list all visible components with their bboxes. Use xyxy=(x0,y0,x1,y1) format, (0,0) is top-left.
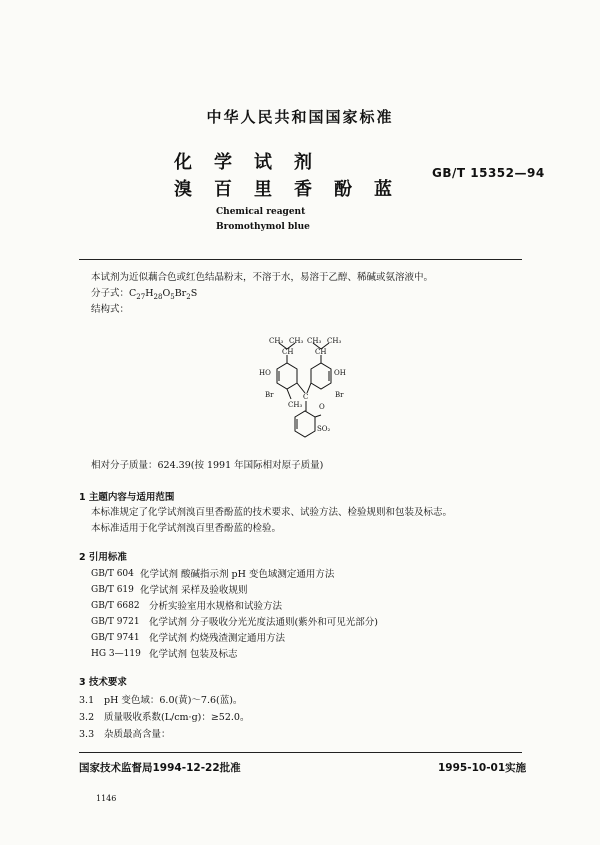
standard-code: GB/T 15352—94 xyxy=(432,166,545,180)
ref-text: 化学试剂 包装及标志 xyxy=(149,649,238,660)
title-cn-line2: 溴百里香酚蓝 xyxy=(174,179,414,200)
section-3-title: 3 技术要求 xyxy=(79,677,127,688)
br-label-1: Br xyxy=(265,391,274,399)
ref-code: GB/T 9721 xyxy=(91,617,140,627)
standard-header: 中华人民共和国国家标准 xyxy=(206,108,394,126)
ch3-label-1: CH₃ xyxy=(269,337,284,345)
ch3-label-3: CH₃ xyxy=(307,337,322,345)
item-text: 杂质最高含量： xyxy=(104,729,171,740)
footer-rule xyxy=(79,752,522,753)
ch3-label-4: CH₃ xyxy=(327,337,342,345)
page-number: 1146 xyxy=(96,794,117,803)
section-2-title: 2 引用标准 xyxy=(79,552,127,563)
ref-text: 分析实验室用水规格和试验方法 xyxy=(149,601,283,612)
ch-label-1: CH xyxy=(282,348,294,356)
br-label-2: Br xyxy=(335,391,344,399)
ref-text: 化学试剂 分子吸收分光光度法通则(紫外和可见光部分) xyxy=(149,617,378,628)
item-text: pH 变色域：6.0(黄)～7.6(蓝)。 xyxy=(104,695,243,706)
implementation-text: 1995-10-01实施 xyxy=(438,762,527,774)
so2-label: SO₂ xyxy=(317,425,331,433)
item-text: 质量吸收系数(L/cm·g)：≥52.0。 xyxy=(104,712,250,723)
item-number: 3.2 xyxy=(79,712,95,723)
structure-label: 结构式： xyxy=(91,304,130,315)
description-text: 本试剂为近似藕合色或红色结晶粉末，不溶于水，易溶于乙醇、稀碱或氨溶液中。 xyxy=(91,272,434,283)
title-en-line2: Bromothymol blue xyxy=(216,222,310,232)
oh-label: OH xyxy=(334,369,346,377)
ref-text: 化学试剂 灼烧残渣测定通用方法 xyxy=(149,633,286,644)
ref-code: GB/T 9741 xyxy=(91,633,140,643)
top-rule xyxy=(79,259,522,260)
ref-code: GB/T 604 xyxy=(91,569,134,579)
ref-code: GB/T 6682 xyxy=(91,601,140,611)
item-number: 3.3 xyxy=(79,729,95,740)
molecular-mass: 相对分子质量：624.39(按 1991 年国际相对原子质量) xyxy=(91,460,324,471)
ref-code: HG 3—119 xyxy=(91,649,141,659)
section-1-line-2: 本标准适用于化学试剂溴百里香酚蓝的检验。 xyxy=(91,523,282,534)
ch-label-2: CH xyxy=(315,348,327,356)
ref-text: 化学试剂 酸碱指示剂 pH 变色域测定通用方法 xyxy=(140,569,335,580)
ref-text: 化学试剂 采样及验收规则 xyxy=(140,585,248,596)
structural-formula xyxy=(255,335,365,443)
item-number: 3.1 xyxy=(79,695,95,706)
section-1-title: 1 主题内容与适用范围 xyxy=(79,492,175,503)
title-cn-line1: 化学试剂 xyxy=(174,152,334,173)
ref-code: GB/T 619 xyxy=(91,585,134,595)
molecular-formula: 分子式：$C_{27}H_{28}O_5Br_2S$ xyxy=(91,288,198,301)
c-label: C xyxy=(303,393,309,401)
o-label: O xyxy=(319,403,325,411)
ho-label: HO xyxy=(259,369,271,377)
section-1-line-1: 本标准规定了化学试剂溴百里香酚蓝的技术要求、试验方法、检验规则和包装及标志。 xyxy=(91,507,453,518)
ch3-label-5: CH₃ xyxy=(288,401,303,409)
title-en-line1: Chemical reagent xyxy=(216,207,306,217)
ch3-label-2: CH₃ xyxy=(289,337,304,345)
approval-text: 国家技术监督局1994-12-22批准 xyxy=(79,762,241,774)
